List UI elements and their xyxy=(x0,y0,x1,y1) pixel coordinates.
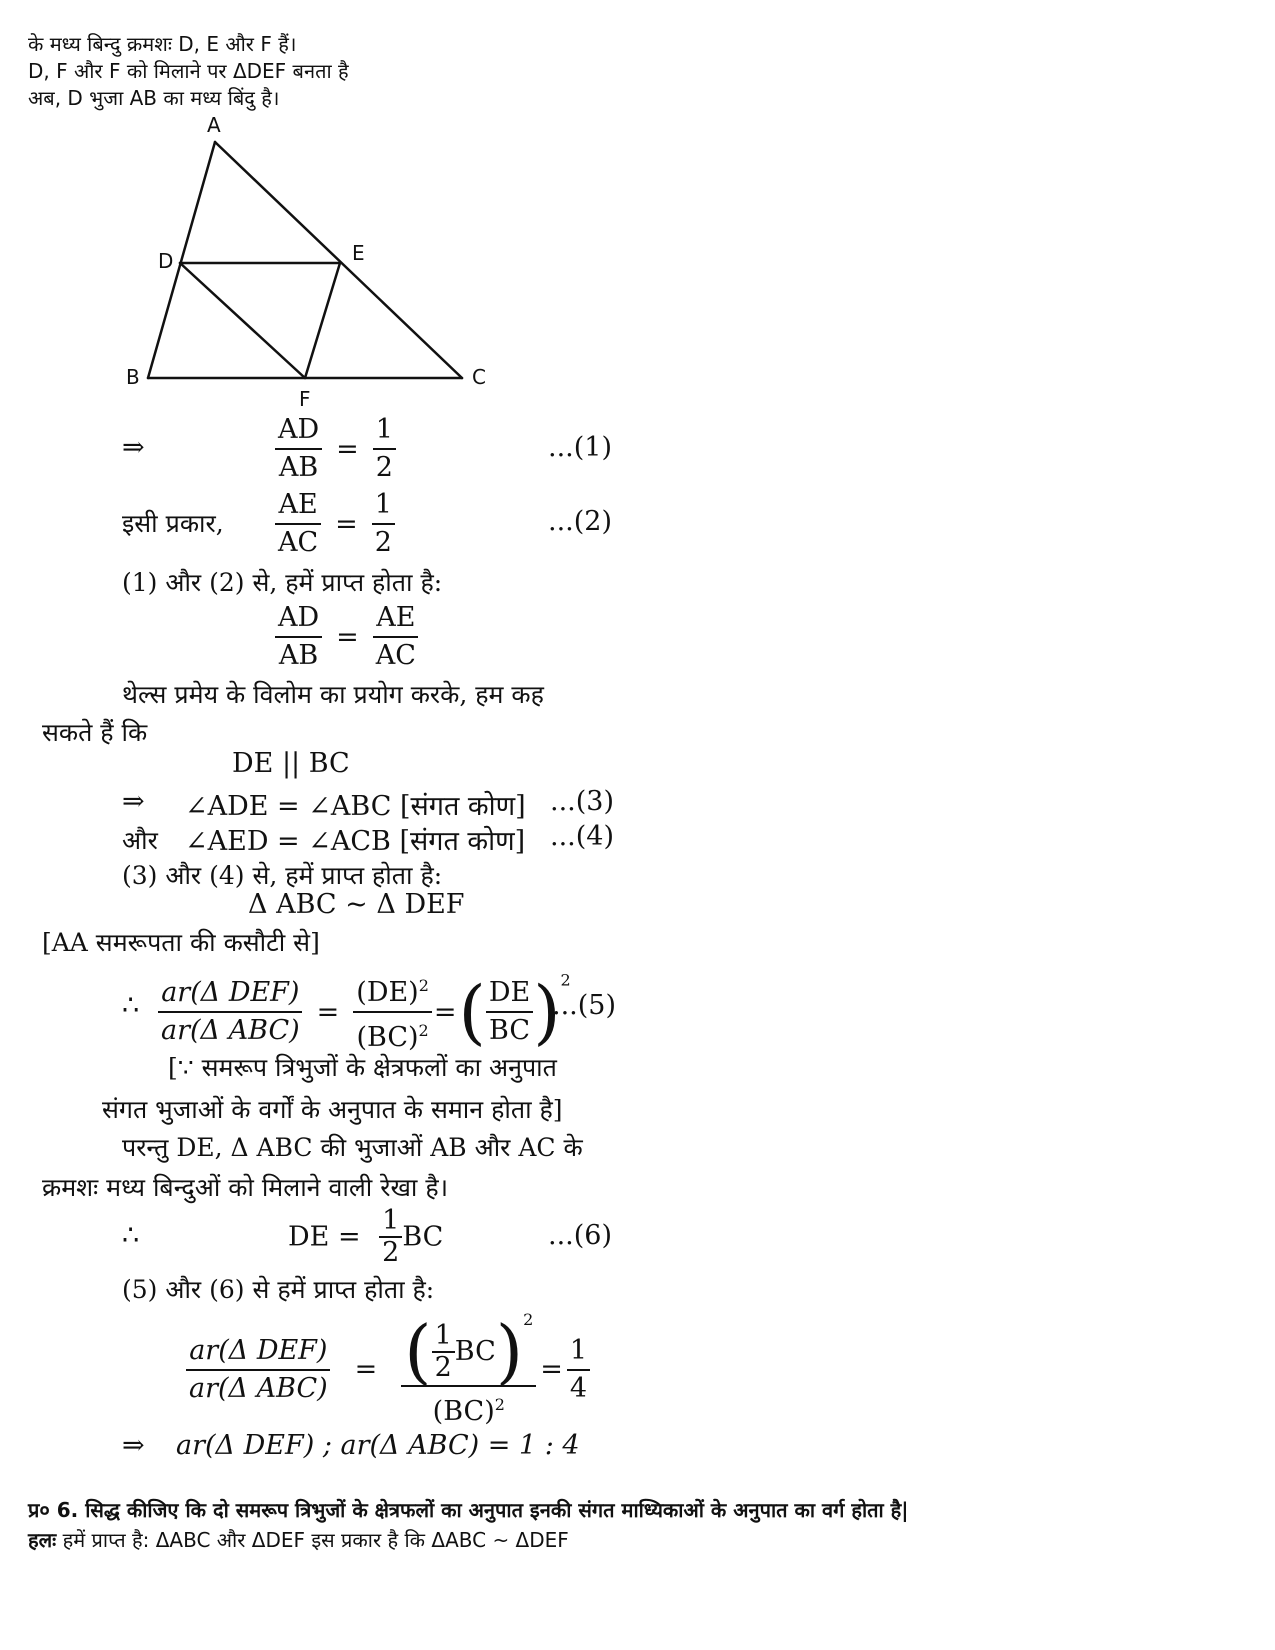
eq5-exponent-2: 2 xyxy=(418,1021,429,1040)
equation-final-ratio xyxy=(186,1310,590,1430)
eq6-therefore: ∴ xyxy=(122,1220,140,1251)
from-1-2-text: (1) और (2) से, हमें प्राप्त होता है: xyxy=(122,568,443,597)
but-line-2: क्रमशः मध्य बिन्दुओं को मिलाने वाली रेखा है। xyxy=(42,1173,449,1202)
final-big-denominator xyxy=(430,1387,508,1430)
aa-criterion-note: [AA समरूपता की कसौटी से] xyxy=(42,928,320,957)
eq1-rhs-denominator: 2 xyxy=(375,452,393,483)
solution-text: हमें प्राप्त है: ΔABC और ΔDEF इस प्रकार है कि ΔABC ~ ΔDEF xyxy=(56,1528,569,1552)
angle1-statement: ∠ADE = ∠ABC [संगत कोण] xyxy=(185,791,526,822)
final-left-paren: ( xyxy=(404,1310,432,1393)
ratio-lhs-fraction xyxy=(275,600,322,674)
vertex-label-d: D xyxy=(158,249,174,273)
eq2-equals: = xyxy=(335,508,358,540)
side-ac xyxy=(215,142,462,378)
eq1-tag: ...(1) xyxy=(548,432,612,463)
final-bc-squared-text: (BC) xyxy=(432,1395,495,1427)
intro-line-1: के मध्य बिन्दु क्रमशः D, E और F हैं। xyxy=(28,32,297,56)
final-quarter-numerator: 1 xyxy=(567,1333,590,1371)
segment-df xyxy=(180,263,305,378)
parallel-statement: DE || BC xyxy=(232,748,350,779)
final-inner-numerator: 1 xyxy=(432,1321,455,1353)
eq5-right-paren: ) xyxy=(533,971,561,1053)
equation-2 xyxy=(275,487,395,561)
eq6-lhs: DE = xyxy=(288,1221,361,1253)
eq5-square-numerator xyxy=(353,968,432,1013)
intro-line-3: अब, D भुजा AB का मध्य बिंदु है। xyxy=(28,86,280,110)
final-inner-half xyxy=(432,1321,455,1383)
equation-6 xyxy=(288,1206,443,1268)
eq1-equals: = xyxy=(336,433,359,465)
eq6-half-numerator: 1 xyxy=(379,1206,402,1238)
angle1-arrow: ⇒ xyxy=(122,786,145,817)
ratio-equals: = xyxy=(336,621,359,653)
eq1-rhs-fraction xyxy=(373,412,396,486)
vertex-label-f: F xyxy=(299,387,311,410)
equation-1 xyxy=(275,412,396,486)
eq5-equals-2: = xyxy=(433,996,457,1028)
eq6-half-denominator: 2 xyxy=(382,1237,400,1268)
eq5-area-fraction xyxy=(158,975,303,1049)
eq6-half-fraction xyxy=(379,1206,402,1268)
ratio-lhs-denominator: AB xyxy=(278,640,319,671)
final-big-numerator xyxy=(401,1310,536,1393)
eq5-square-fraction xyxy=(353,968,432,1056)
thales-line-1: थेल्स प्रमेय के विलोम का प्रयोग करके, हम कह xyxy=(122,680,544,709)
eq2-rhs-denominator: 2 xyxy=(374,527,392,558)
eq2-tag: ...(2) xyxy=(548,506,612,537)
solution-line xyxy=(28,1526,569,1553)
eq5-outer-exponent: 2 xyxy=(560,970,571,990)
vertex-label-e: E xyxy=(352,241,365,265)
eq5-bc-text: (BC) xyxy=(356,1022,419,1053)
equation-5 xyxy=(158,968,571,1056)
eq6-tag: ...(6) xyxy=(548,1220,612,1251)
eq1-denominator: AB xyxy=(278,452,319,483)
eq5-equals-1: = xyxy=(316,996,340,1028)
eq6-rhs: BC xyxy=(402,1221,444,1253)
eq1-rhs-numerator: 1 xyxy=(373,412,396,450)
eq5-area-denominator: ar(Δ ABC) xyxy=(161,1015,300,1046)
final-right-paren: ) xyxy=(495,1310,524,1393)
final-bc-text: BC xyxy=(454,1336,496,1367)
intro-line-2: D, F और F को मिलाने पर ΔDEF बनता है xyxy=(28,59,349,83)
equation-ratio xyxy=(275,600,419,674)
solution-label: हलः xyxy=(28,1528,57,1552)
ratio-rhs-fraction xyxy=(373,600,419,674)
triangle-figure xyxy=(110,110,510,410)
final-outer-exponent: 2 xyxy=(523,1310,534,1329)
eq2-numerator: AE xyxy=(275,487,320,525)
final-inner-denominator: 2 xyxy=(434,1351,452,1383)
similarity-statement: Δ ABC ~ Δ DEF xyxy=(248,889,465,920)
final-equals-2: = xyxy=(540,1354,563,1386)
from-5-6-text: (5) और (6) से हमें प्राप्त होता है: xyxy=(122,1275,435,1304)
eq5-de-text: (DE) xyxy=(356,977,419,1008)
eq5-ratio-fraction xyxy=(486,975,533,1049)
final-quarter-fraction xyxy=(567,1333,590,1407)
ratio-rhs-denominator: AC xyxy=(375,640,416,671)
eq5-ratio-denominator: BC xyxy=(489,1015,531,1046)
eq2-rhs-fraction xyxy=(372,487,395,561)
from-3-4-text: (3) और (4) से, हमें प्राप्त होता है: xyxy=(122,861,443,890)
vertex-label-c: C xyxy=(472,365,486,389)
ratio-lhs-numerator: AD xyxy=(275,600,322,638)
question-6: प्र० 6. सिद्ध कीजिए कि दो समरूप त्रिभुजों के क्षेत्रफलों का अनुपात इनकी संगत माध्यिकाओं के अनुपात का वर्ग होता है| xyxy=(28,1498,909,1522)
reason-line-2: संगत भुजाओं के वर्गों के अनुपात के समान होता है] xyxy=(102,1095,563,1124)
eq5-therefore: ∴ xyxy=(122,990,140,1021)
thales-line-2: सकते हैं कि xyxy=(42,718,148,747)
final-ratio-statement: ar(Δ DEF) ; ar(Δ ABC) = 1 : 4 xyxy=(176,1430,580,1461)
vertex-label-b: B xyxy=(126,365,140,389)
angle2-prefix: और xyxy=(122,826,158,855)
final-area-denominator: ar(Δ ABC) xyxy=(189,1372,328,1404)
reason-line-1: [∵ समरूप त्रिभुजों के क्षेत्रफलों का अनुपात xyxy=(168,1053,557,1082)
final-equals-1: = xyxy=(354,1354,378,1386)
eq2-denominator: AC xyxy=(278,527,319,558)
angle2-statement: ∠AED = ∠ACB [संगत कोण] xyxy=(185,826,526,857)
final-denominator-exponent: 2 xyxy=(494,1394,505,1414)
final-area-numerator: ar(Δ DEF) xyxy=(186,1333,330,1371)
final-quarter-denominator: 4 xyxy=(569,1372,588,1404)
angle2-tag: ...(4) xyxy=(550,821,614,852)
eq5-area-numerator: ar(Δ DEF) xyxy=(158,975,302,1013)
eq5-left-paren: ( xyxy=(458,971,486,1053)
eq5-tag: ...(5) xyxy=(552,990,616,1021)
segment-ef xyxy=(305,263,340,378)
eq1-lhs-fraction xyxy=(275,412,322,486)
eq2-lhs-fraction xyxy=(275,487,321,561)
ratio-rhs-numerator: AE xyxy=(373,600,418,638)
but-line-1: परन्तु DE, Δ ABC की भुजाओं AB और AC के xyxy=(122,1133,583,1162)
final-area-fraction xyxy=(186,1333,331,1407)
final-big-fraction xyxy=(401,1310,536,1430)
eq5-exponent-1: 2 xyxy=(418,976,429,995)
final-arrow: ⇒ xyxy=(122,1430,145,1461)
eq2-prefix: इसी प्रकार, xyxy=(122,509,224,538)
angle1-tag: ...(3) xyxy=(550,786,614,817)
vertex-label-a: A xyxy=(207,113,221,137)
eq1-numerator: AD xyxy=(275,412,322,450)
eq5-ratio-numerator: DE xyxy=(486,975,533,1013)
eq1-arrow: ⇒ xyxy=(122,432,145,463)
eq2-rhs-numerator: 1 xyxy=(372,487,395,525)
